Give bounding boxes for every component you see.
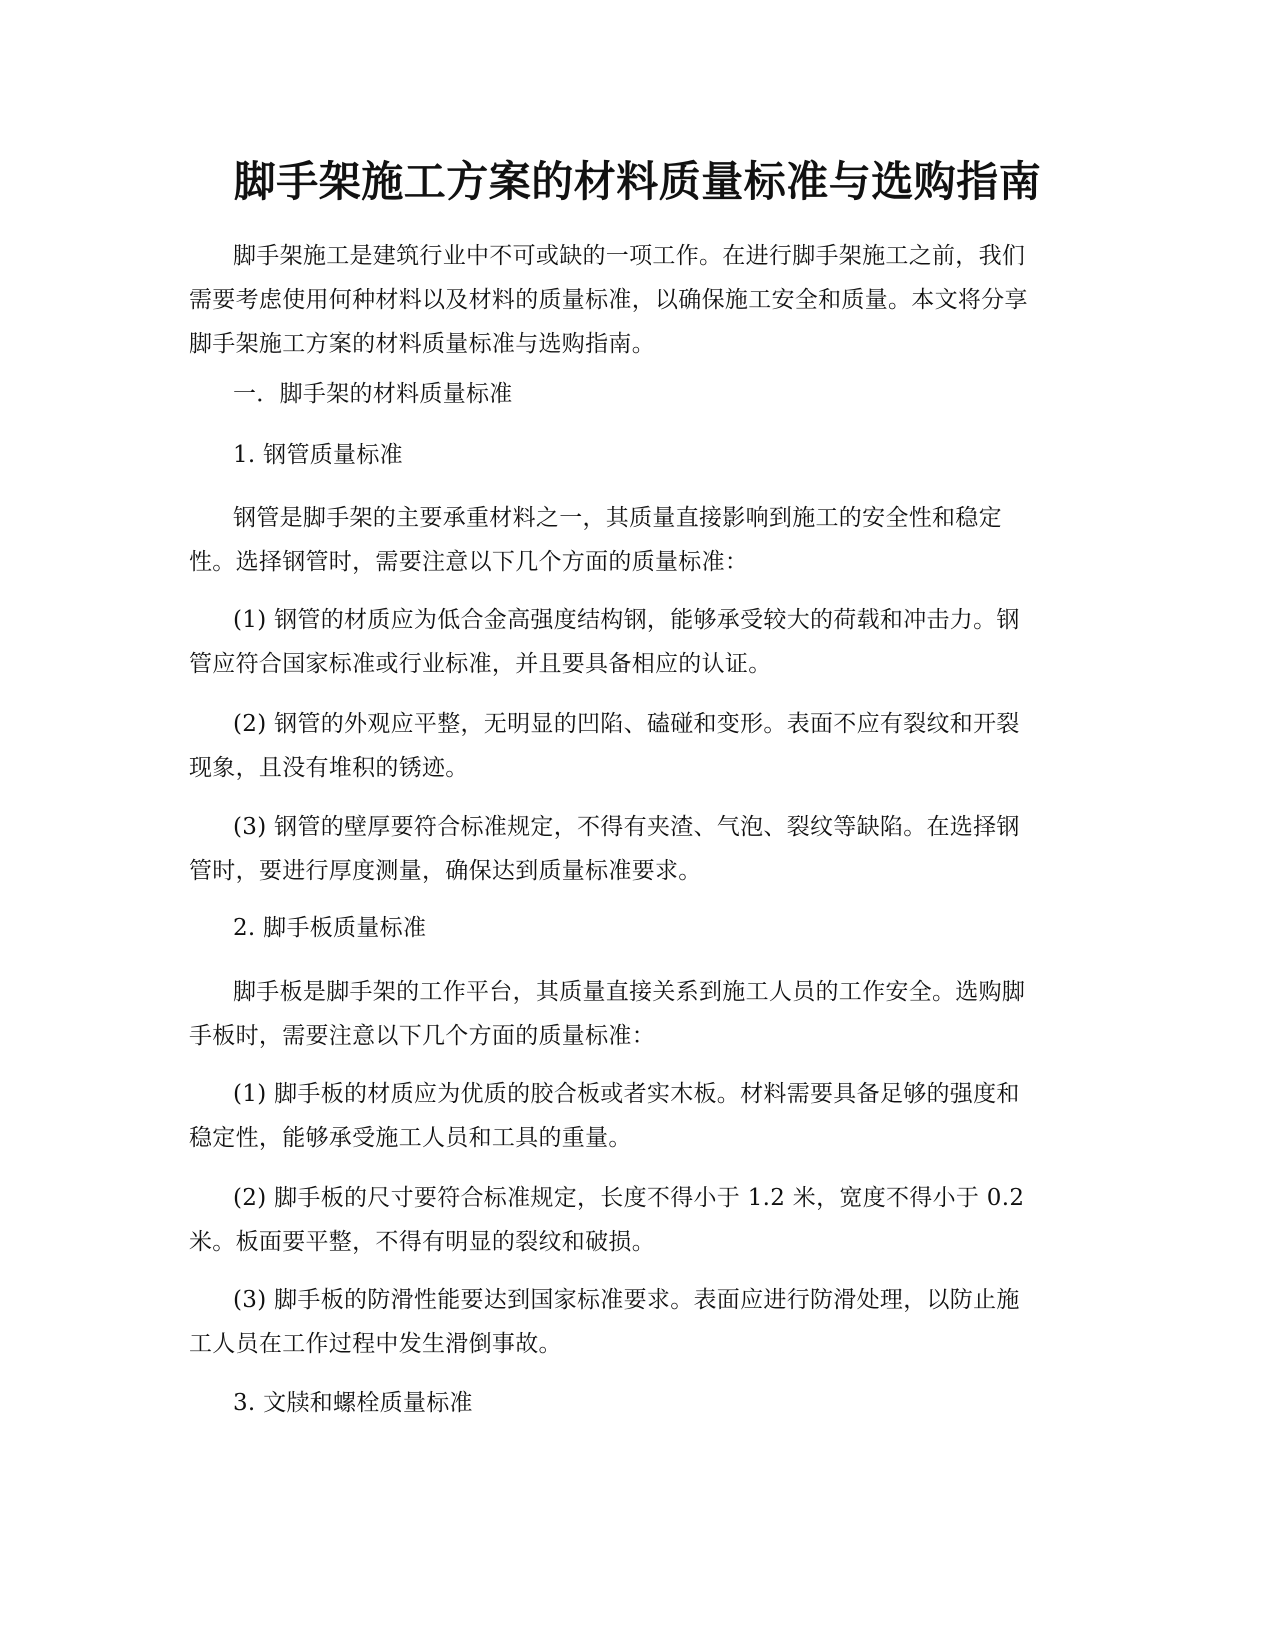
steel-pipe-item-3-line-1: (3) 钢管的壁厚要符合标准规定，不得有夹渣、气泡、裂纹等缺陷。在选择钢	[233, 814, 1020, 840]
scaffold-board-item-2-line-1: (2) 脚手板的尺寸要符合标准规定，长度不得小于 1.2 米，宽度不得小于 0.2	[233, 1185, 1025, 1211]
intro-line-1: 脚手架施工是建筑行业中不可或缺的一项工作。在进行脚手架施工之前，我们	[233, 243, 1026, 269]
scaffold-board-item-1	[189, 1072, 1093, 1160]
scaffold-board-intro-line-1: 脚手板是脚手架的工作平台，其质量直接关系到施工人员的工作安全。选购脚	[233, 979, 1026, 1005]
steel-pipe-item-2-line-2: 现象，且没有堆积的锈迹。	[189, 755, 469, 781]
steel-pipe-item-3-line-2: 管时，要进行厚度测量，确保达到质量标准要求。	[189, 858, 702, 884]
intro-paragraph	[189, 234, 1093, 366]
steel-pipe-item-1-line-1: (1) 钢管的材质应为低合金高强度结构钢，能够承受较大的荷载和冲击力。钢	[233, 607, 1020, 633]
steel-pipe-item-2-line-1: (2) 钢管的外观应平整，无明显的凹陷、磕碰和变形。表面不应有裂纹和开裂	[233, 711, 1020, 737]
steel-pipe-item-3	[189, 805, 1093, 893]
section-heading-1	[189, 372, 1093, 416]
subsection-heading-3	[189, 1381, 1093, 1425]
scaffold-board-intro	[189, 970, 1093, 1058]
scaffold-board-item-3	[189, 1278, 1093, 1366]
steel-pipe-item-1-line-2: 管应符合国家标准或行业标准，并且要具备相应的认证。	[189, 651, 772, 677]
scaffold-board-item-2-line-2: 米。板面要平整，不得有明显的裂纹和破损。	[189, 1229, 655, 1255]
scaffold-board-item-2	[189, 1176, 1093, 1264]
steel-pipe-intro	[189, 496, 1093, 584]
steel-pipe-item-2	[189, 702, 1093, 790]
document-title: 脚手架施工方案的材料质量标准与选购指南	[233, 157, 1042, 206]
subsection-heading-1	[189, 433, 1093, 477]
intro-line-3: 脚手架施工方案的材料质量标准与选购指南。	[189, 331, 655, 357]
steel-pipe-intro-line-2: 性。选择钢管时，需要注意以下几个方面的质量标准：	[189, 549, 749, 575]
scaffold-board-item-1-line-1: (1) 脚手板的材质应为优质的胶合板或者实木板。材料需要具备足够的强度和	[233, 1081, 1020, 1107]
subsection-heading-3-text: 3. 文牍和螺栓质量标准	[233, 1390, 473, 1416]
scaffold-board-item-3-line-1: (3) 脚手板的防滑性能要达到国家标准要求。表面应进行防滑处理，以防止施	[233, 1287, 1020, 1313]
scaffold-board-item-1-line-2: 稳定性，能够承受施工人员和工具的重量。	[189, 1125, 632, 1151]
section-heading-1-text: 一．脚手架的材料质量标准	[233, 381, 513, 407]
steel-pipe-item-1	[189, 598, 1093, 686]
scaffold-board-intro-line-2: 手板时，需要注意以下几个方面的质量标准：	[189, 1023, 655, 1049]
steel-pipe-intro-line-1: 钢管是脚手架的主要承重材料之一，其质量直接影响到施工的安全性和稳定	[233, 505, 1002, 531]
subsection-heading-1-text: 1. 钢管质量标准	[233, 442, 403, 468]
subsection-heading-2	[189, 906, 1093, 950]
subsection-heading-2-text: 2. 脚手板质量标准	[233, 915, 427, 941]
scaffold-board-item-3-line-2: 工人员在工作过程中发生滑倒事故。	[189, 1331, 562, 1357]
intro-line-2: 需要考虑使用何种材料以及材料的质量标准，以确保施工安全和质量。本文将分享	[189, 287, 1028, 313]
